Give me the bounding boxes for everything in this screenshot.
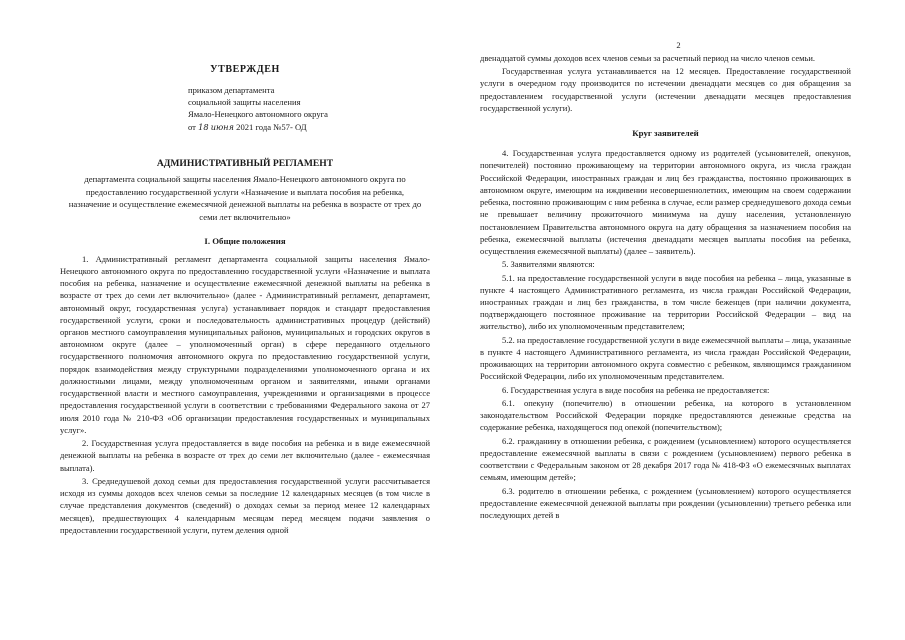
approval-line-3: Ямало-Ненецкого автономного округа: [188, 109, 328, 120]
approval-line-1: приказом департамента: [188, 85, 275, 95]
approval-date-year: 2021 года: [236, 121, 272, 132]
approval-date-line: [188, 121, 430, 134]
paragraph-6: 6. Государственная услуга в виде пособия на ребенка не предоставляется:: [502, 384, 770, 395]
paragraph-4: 4. Государственная услуга предоставляется одному из родителей (усыновителей, опекунов, попечителей) постоянно проживающему на территории автономного округа, из числа граждан Российской Федерации, иностранных граждан и лиц без гражданства, постоянно проживающих в автономном округе, имеющим на иждивении несовершеннолетних, имеющим на своем содержании ребенка, постоянно проживающим с ним ребенка в случае, если размер среднедушевого дохода семьи не превышает величину прожиточного минимума на душу населения, установленную постановлением Правительства автономного округа на дату обращения за назначением пособия на ребенка, ежемесячной выплаты (истечения двенадцати месяцев выплаты пособия на ребенка, осуществления ежемесячной выплаты) (далее – заявитель).: [480, 148, 851, 257]
approval-date-handwritten: 18: [198, 121, 209, 132]
page-title: АДМИНИСТРАТИВНЫЙ РЕГЛАМЕНТ: [156, 158, 334, 170]
approval-line-2: социальной защиты населения: [188, 97, 301, 108]
column-right: [452, 0, 905, 640]
paragraph-term-12-months: Государственная услуга устанавливается на 12 месяцев. Предоставление государственной услуги в очередном году производится по истечении двенадцати месяцев со дня обращения за предоставлением государственной услуги (истечении двенадцати месяцев предоставления государственной услуги).: [480, 66, 851, 113]
paragraph-2: 2. Государственная услуга предоставляется в виде пособия на ребенка и в виде ежемесячной денежной выплаты на ребенка в возрасте от трех до семи лет включительно (далее - ежемесячная выплата).: [60, 438, 430, 473]
paragraph-6-2: 6.2. гражданину в отношении ребенка, с рождением (усыновлением) которого осуществляется предоставление ежемесячной выплаты в связи с рождением (усыновлением) первого ребенка в соответствии с Федеральным законом от 28 декабря 2017 года № 418-ФЗ «О ежемесячных выплатах семьям, имеющим детей»;: [480, 435, 851, 483]
approval-title: УТВЕРЖДЕН: [210, 64, 280, 75]
paragraph-6-3: 6.3. родителю в отношении ребенка, с рождением (усыновлением) которого осуществляется предоставление ежемесячной денежной выплаты при рождении (усыновлении) третьего ребенка или последующих детей в: [480, 485, 851, 520]
paragraph-3: 3. Среднедушевой доход семьи для предоставления государственной услуги рассчитывается исходя из суммы доходов всех членов семьи за последние 12 календарных месяцев (в том числе в случае представления документов (сведений) о доходах семьи за период менее 12 календарных месяцев), предшествующих 4 календарным месяцам перед месяцем подачи заявления о предоставлении государственной услуги, путем деления одной: [60, 475, 430, 535]
column-left: [0, 0, 452, 640]
section-heading-applicants: Круг заявителей: [632, 128, 699, 139]
paragraph-5: 5. Заявителями являются:: [502, 259, 595, 270]
page-subtitle: департамента социальной защиты населения Ямало-Ненецкого автономного округа по предоставлению государственной услуги «Назначение и выплата пособия на ребенка, назначение и осуществление ежемесячной денежной выплаты на ребенка в возрасте от трех до семи лет включительно»: [68, 174, 422, 222]
page-number: 2: [676, 40, 681, 50]
approval-date-prefix: от: [188, 121, 196, 132]
paragraph-1: 1. Административный регламент департамента социальной защиты населения Ямало-Ненецкого автономного округа по предоставлению государственной услуги «Назначение и выплата пособия на ребенка, назначение и осуществление ежемесячной денежной выплаты на ребенка в возрасте от трех до семи лет включительно» (далее - Административный регламент, департамент, автономный округ, государственная услуга) устанавливает порядок и стандарт предоставления государственной услуги, сроки и последовательность административных процедур (действий) органов местного самоуправления муниципальных районов, муниципальных и городских округов в автономном округе (далее – уполномоченный орган) в сфере переданного отдельного государственного полномочия автономного округа по предоставлению государственной услуги, порядок взаимодействия между структурными подразделениями уполномоченного органа и их должностными лицами, между уполномоченным органом и заявителями, иными органами государственной власти и местного самоуправления, учреждениями и организациями в процессе предоставления государственной услуги в соответствии с требованиями Федерального закона от 27 июля 2010 года № 210-ФЗ «Об организации предоставления государственных и муниципальных услуг».: [60, 253, 430, 435]
approval-doc-number: №57- ОД: [273, 121, 307, 132]
paragraph-5-1: 5.1. на предоставление государственной услуги в виде пособия на ребенка – лица, указанные в пункте 4 настоящего Административного регламента, из числа граждан Российской Федерации, иностранных граждан и лиц без гражданства, в том числе беженцев (при наличии документа, подтверждающего постоянное проживание на территории Российской Федерации – вид на жительство), либо их уполномоченным представителем;: [480, 272, 851, 332]
approval-date-month: июня: [210, 121, 234, 132]
approval-block: [188, 84, 430, 133]
paragraph-3-continued: двенадцатой суммы доходов всех членов семьи за расчетный период на число членов семьи.: [480, 53, 816, 63]
section-heading-general: I. Общие положения: [204, 235, 286, 246]
paragraph-6-1: 6.1. опекуну (попечителю) в отношении ребенка, на которого в установленном законодательством Российской Федерации порядке предоставляются денежные средства на содержание ребенка, находящегося под опекой (попечительством);: [480, 397, 851, 433]
paragraph-5-2: 5.2. на предоставление государственной услуги в виде ежемесячной выплаты – лица, указанные в пункте 4 настоящего Административного регламента, из числа граждан Российской Федерации, проживающих на территории автономного округа совместно с ребенком, являющимся гражданином Российской Федерации, либо их уполномоченным представителем.: [480, 334, 851, 382]
